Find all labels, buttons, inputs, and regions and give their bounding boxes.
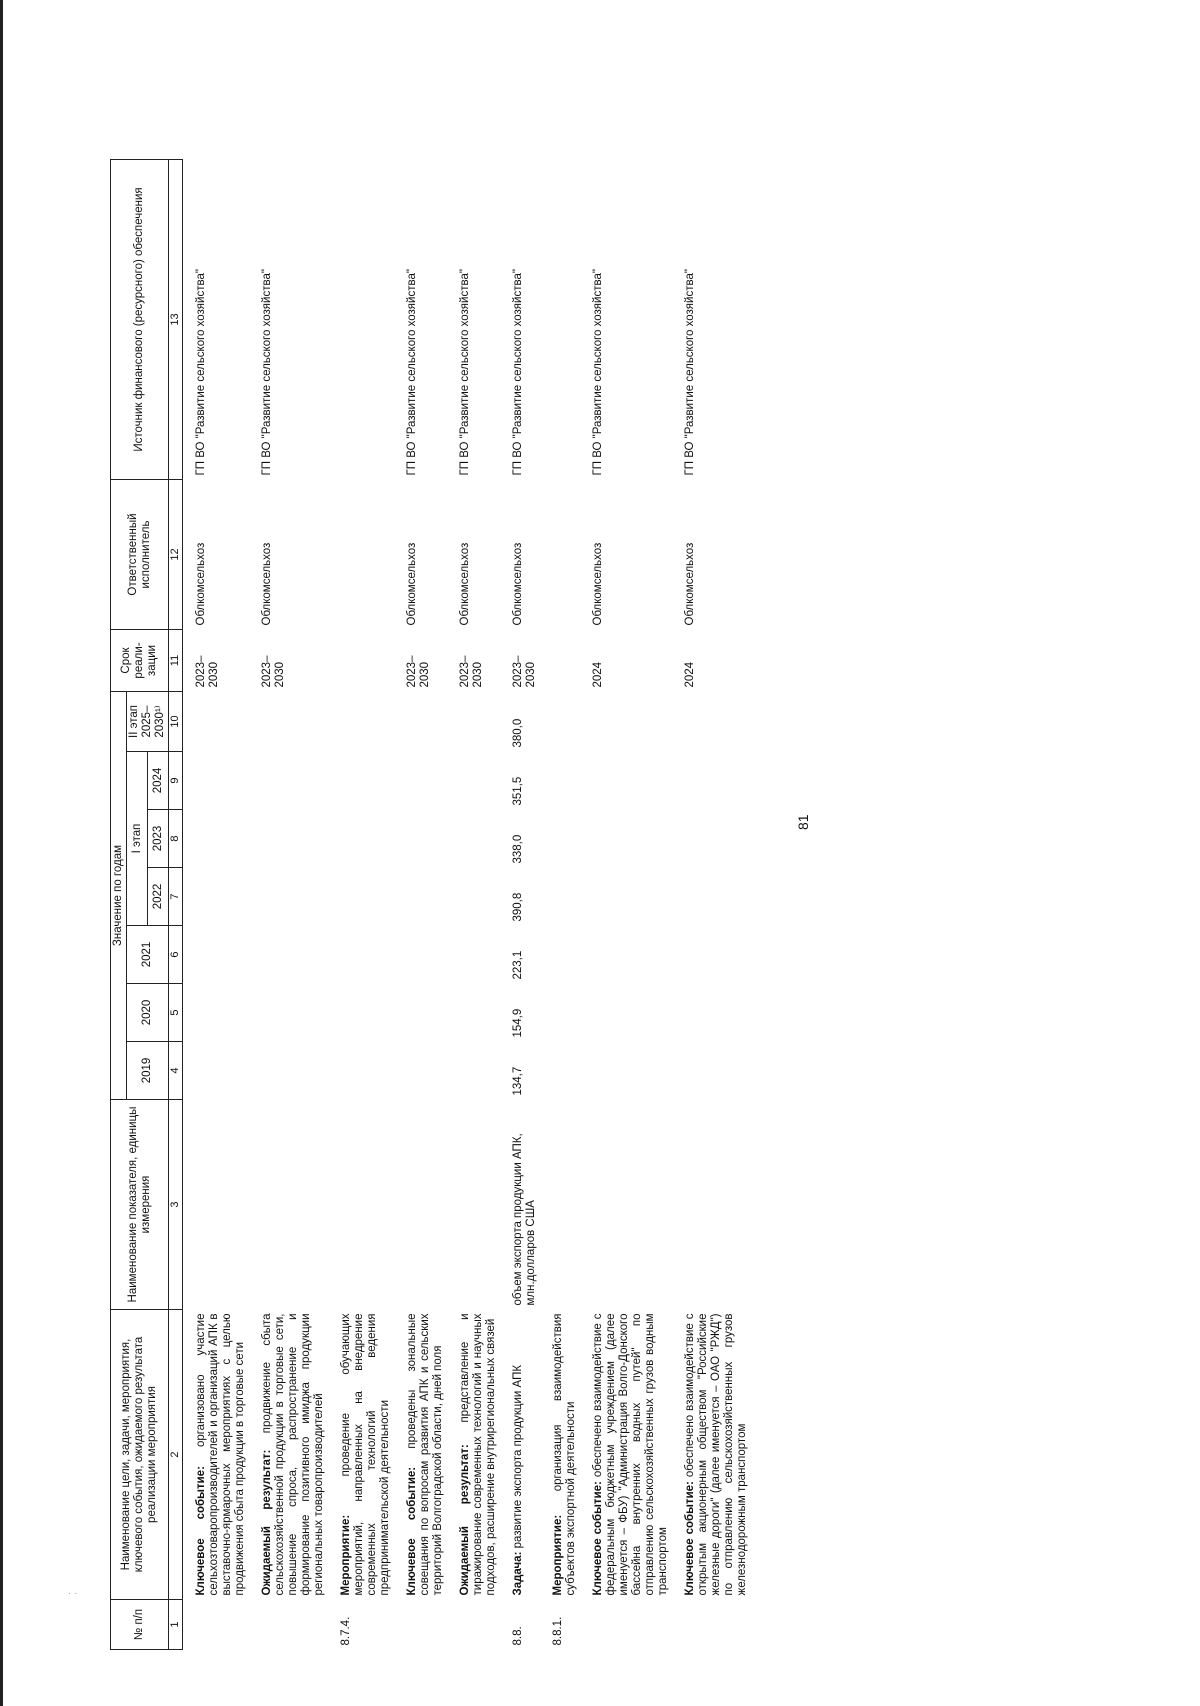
term-cell: [328, 630, 394, 692]
row-number: [394, 1600, 447, 1650]
row-label: Ключевое событие:: [592, 1481, 604, 1596]
row-text: продвижение сбыта сельскохозяйственной продукции в торговые сети, повышение спроса, распространение и формирование позитивного имиджа продукции региональных товаропроизводителей: [261, 1313, 325, 1596]
row-label: Ключевое событие:: [195, 1466, 207, 1596]
value-2024: [672, 752, 751, 810]
indicator-cell: [394, 1100, 447, 1310]
value-2021: 223,1: [512, 950, 524, 980]
value-2025-2030: [183, 692, 250, 752]
row-text: развитие экспорта продукции АПК: [512, 1364, 524, 1552]
header-name: Наименование цели, задачи, мероприятия, ключевого события, ожидаемого результата реализации мероприятия: [111, 1310, 169, 1600]
column-number: 6: [169, 926, 183, 984]
row-text: проведены зональные совещания по вопросам развития АПК и сельских территорий Волгоградской области, дней поля: [406, 1313, 444, 1596]
term-cell: 2023–2030: [512, 655, 537, 688]
responsible-cell: Облкомсельхоз: [512, 542, 524, 626]
source-cell: ГП ВО "Развитие сельского хозяйства": [592, 269, 604, 476]
row-number: [672, 1600, 751, 1650]
value-2024: 351,5: [512, 776, 524, 806]
value-2020: [328, 984, 394, 1042]
value-2020: [183, 984, 250, 1042]
value-2023: [249, 810, 328, 868]
row-label: Ключевое событие:: [684, 1481, 696, 1596]
header-2019: 2019: [127, 1042, 169, 1100]
value-2022: 390,8: [512, 892, 524, 922]
row-label: Задача:: [512, 1551, 524, 1596]
row-name: [540, 1310, 580, 1600]
responsible-cell: Облкомсельхоз: [195, 542, 207, 626]
row-name: [672, 1310, 751, 1600]
column-number: 9: [169, 752, 183, 810]
value-2023: [580, 810, 672, 868]
value-2023: [447, 810, 500, 868]
value-2020: [580, 984, 672, 1042]
row-number: 8.8.1.: [552, 1616, 564, 1646]
value-2024: [328, 752, 394, 810]
source-cell: ГП ВО "Развитие сельского хозяйства": [261, 269, 273, 476]
term-cell: 2023–2030: [261, 655, 286, 688]
value-2020: [540, 984, 580, 1042]
source-cell: [540, 160, 580, 480]
value-2019: [580, 1042, 672, 1100]
term-cell: 2023–2030: [459, 655, 484, 688]
value-2025-2030: [447, 692, 500, 752]
source-cell: ГП ВО "Развитие сельского хозяйства": [512, 269, 524, 476]
row-label: Мероприятие:: [340, 1514, 352, 1596]
term-cell: [540, 630, 580, 692]
row-number: 8.7.4.: [340, 1616, 352, 1646]
source-cell: ГП ВО "Развитие сельского хозяйства": [195, 269, 207, 476]
value-2023: [183, 810, 250, 868]
table-row: [249, 160, 328, 1650]
indicator-cell: [183, 1100, 250, 1310]
value-2019: [540, 1042, 580, 1100]
value-2024: [183, 752, 250, 810]
value-2020: [672, 984, 751, 1042]
indicator-cell: [328, 1100, 394, 1310]
table-row: [447, 160, 500, 1650]
value-2025-2030: [580, 692, 672, 752]
program-table: [110, 159, 751, 1650]
row-name: [500, 1310, 540, 1600]
value-2022: [672, 868, 751, 926]
value-2021: [447, 926, 500, 984]
row-name: [328, 1310, 394, 1600]
value-2022: [540, 868, 580, 926]
row-name: [394, 1310, 447, 1600]
value-2023: 338,0: [512, 834, 524, 864]
value-2022: [394, 868, 447, 926]
row-label: Ключевое событие:: [406, 1466, 418, 1596]
value-2025-2030: [249, 692, 328, 752]
row-text: представление и тиражирование современных технологий и научных подходов, расширение внутрирегиональных связей: [459, 1313, 497, 1596]
row-text: обеспечено взаимодействие с федеральным бюджетным учреждением (далее именуется – ФБУ) "Администрация Волго-Донского бассейна внутренних водных путей" по отправлению сельскохозяйственных грузов водным транспортом: [592, 1313, 669, 1596]
value-2022: [580, 868, 672, 926]
value-2024: [249, 752, 328, 810]
row-text: организовано участие сельхозтоваропроизводителей и организаций АПК в выставочно-ярмарочных мероприятиях с целью продвижения сбыта продукции в торговые сети: [195, 1313, 246, 1596]
value-2021: [249, 926, 328, 984]
column-number: 7: [169, 868, 183, 926]
value-2020: [394, 984, 447, 1042]
row-name: [249, 1310, 328, 1600]
indicator-cell: объем экспорта продукции АПК, млн.долларов США: [512, 1133, 537, 1306]
value-2024: [580, 752, 672, 810]
column-number: 3: [169, 1100, 183, 1310]
responsible-cell: Облкомсельхоз: [459, 542, 471, 626]
row-text: проведение обучающих мероприятий, направленных на внедрение современных технологий ведения предпринимательской деятельности: [340, 1313, 391, 1596]
indicator-cell: [249, 1100, 328, 1310]
value-2022: [328, 868, 394, 926]
header-num: № п/п: [111, 1600, 169, 1650]
column-number: 2: [169, 1310, 183, 1600]
column-number: 8: [169, 810, 183, 868]
header-source: Источник финансового (ресурсного) обеспечения: [111, 160, 169, 480]
column-number: 13: [169, 160, 183, 480]
value-2019: [672, 1042, 751, 1100]
value-2020: 154,9: [512, 1008, 524, 1038]
value-2025-2030: [540, 692, 580, 752]
value-2022: [447, 868, 500, 926]
page-number: 81: [795, 814, 811, 830]
value-2023: [540, 810, 580, 868]
column-number: 11: [169, 630, 183, 692]
column-number: 10: [169, 692, 183, 752]
header-2021: 2021: [127, 926, 169, 984]
term-cell: 2023–2030: [406, 655, 431, 688]
rotated-page: [50, 50, 1150, 1650]
header-stage2: II этап 2025–2030¹⁾: [127, 692, 169, 752]
row-number: [249, 1600, 328, 1650]
column-number: 5: [169, 984, 183, 1042]
responsible-cell: Облкомсельхоз: [592, 542, 604, 626]
value-2021: [328, 926, 394, 984]
value-2021: [672, 926, 751, 984]
source-cell: ГП ВО "Развитие сельского хозяйства": [684, 269, 696, 476]
value-2025-2030: [672, 692, 751, 752]
table-row: [500, 160, 540, 1650]
header-2020: 2020: [127, 984, 169, 1042]
value-2019: [249, 1042, 328, 1100]
row-label: Ожидаемый результат:: [261, 1449, 273, 1596]
term-cell: 2024: [592, 661, 604, 688]
value-2019: [447, 1042, 500, 1100]
row-text: организация взаимодействия субъектов экспортной деятельности: [552, 1313, 577, 1596]
value-2019: [394, 1042, 447, 1100]
table-row: [328, 160, 394, 1650]
value-2025-2030: 380,0: [512, 718, 524, 748]
table-row: [580, 160, 672, 1650]
value-2020: [249, 984, 328, 1042]
scan-specks: · ·: [68, 1588, 78, 1599]
responsible-cell: Облкомсельхоз: [684, 542, 696, 626]
responsible-cell: Облкомсельхоз: [406, 542, 418, 626]
source-cell: ГП ВО "Развитие сельского хозяйства": [406, 269, 418, 476]
responsible-cell: Облкомсельхоз: [261, 542, 273, 626]
value-2020: [447, 984, 500, 1042]
value-2022: [183, 868, 250, 926]
value-2025-2030: [394, 692, 447, 752]
indicator-cell: [447, 1100, 500, 1310]
row-number: [447, 1600, 500, 1650]
table-row: [183, 160, 250, 1650]
header-stage1: I этап: [127, 752, 148, 926]
table-row: [394, 160, 447, 1650]
indicator-cell: [672, 1100, 751, 1310]
row-text: обеспечено взаимодействие с открытым акционерным обществом "Российские железные дороги" (далее именуется – ОАО "РЖД") по отправлению сельскохозяйственных грузов железнодорожным транспортом: [684, 1313, 748, 1596]
row-number: [183, 1600, 250, 1650]
value-2023: [672, 810, 751, 868]
table-row: [540, 160, 580, 1650]
value-2021: [183, 926, 250, 984]
value-2019: 134,7: [512, 1066, 524, 1096]
header-2024: 2024: [148, 752, 169, 810]
value-2024: [447, 752, 500, 810]
table-row: [672, 160, 751, 1650]
row-number: [580, 1600, 672, 1650]
responsible-cell: [328, 480, 394, 630]
value-2021: [580, 926, 672, 984]
value-2021: [540, 926, 580, 984]
row-name: [580, 1310, 672, 1600]
source-cell: [328, 160, 394, 480]
indicator-cell: [580, 1100, 672, 1310]
value-2025-2030: [328, 692, 394, 752]
column-number: 4: [169, 1042, 183, 1100]
row-name: [447, 1310, 500, 1600]
term-cell: 2023–2030: [195, 655, 220, 688]
source-cell: ГП ВО "Развитие сельского хозяйства": [459, 269, 471, 476]
row-label: Мероприятие:: [552, 1514, 564, 1596]
header-responsible: Ответственный исполнитель: [111, 480, 169, 630]
column-number: 1: [169, 1600, 183, 1650]
row-name: [183, 1310, 250, 1600]
indicator-cell: [540, 1100, 580, 1310]
value-2019: [183, 1042, 250, 1100]
header-term: Срок реали-зации: [111, 630, 169, 692]
header-indicator: Наименование показателя, единицы измерения: [111, 1100, 169, 1310]
value-2024: [540, 752, 580, 810]
term-cell: 2024: [684, 661, 696, 688]
value-2024: [394, 752, 447, 810]
column-number: 12: [169, 480, 183, 630]
value-2023: [394, 810, 447, 868]
value-2021: [394, 926, 447, 984]
header-2023: 2023: [148, 810, 169, 868]
value-2019: [328, 1042, 394, 1100]
scan-edge: [0, 0, 3, 1706]
header-2022: 2022: [148, 868, 169, 926]
responsible-cell: [540, 480, 580, 630]
value-2023: [328, 810, 394, 868]
value-2022: [249, 868, 328, 926]
row-number: 8.8.: [512, 1626, 524, 1646]
header-values-by-year: Значение по годам: [111, 692, 127, 1100]
row-label: Ожидаемый результат:: [459, 1444, 471, 1596]
